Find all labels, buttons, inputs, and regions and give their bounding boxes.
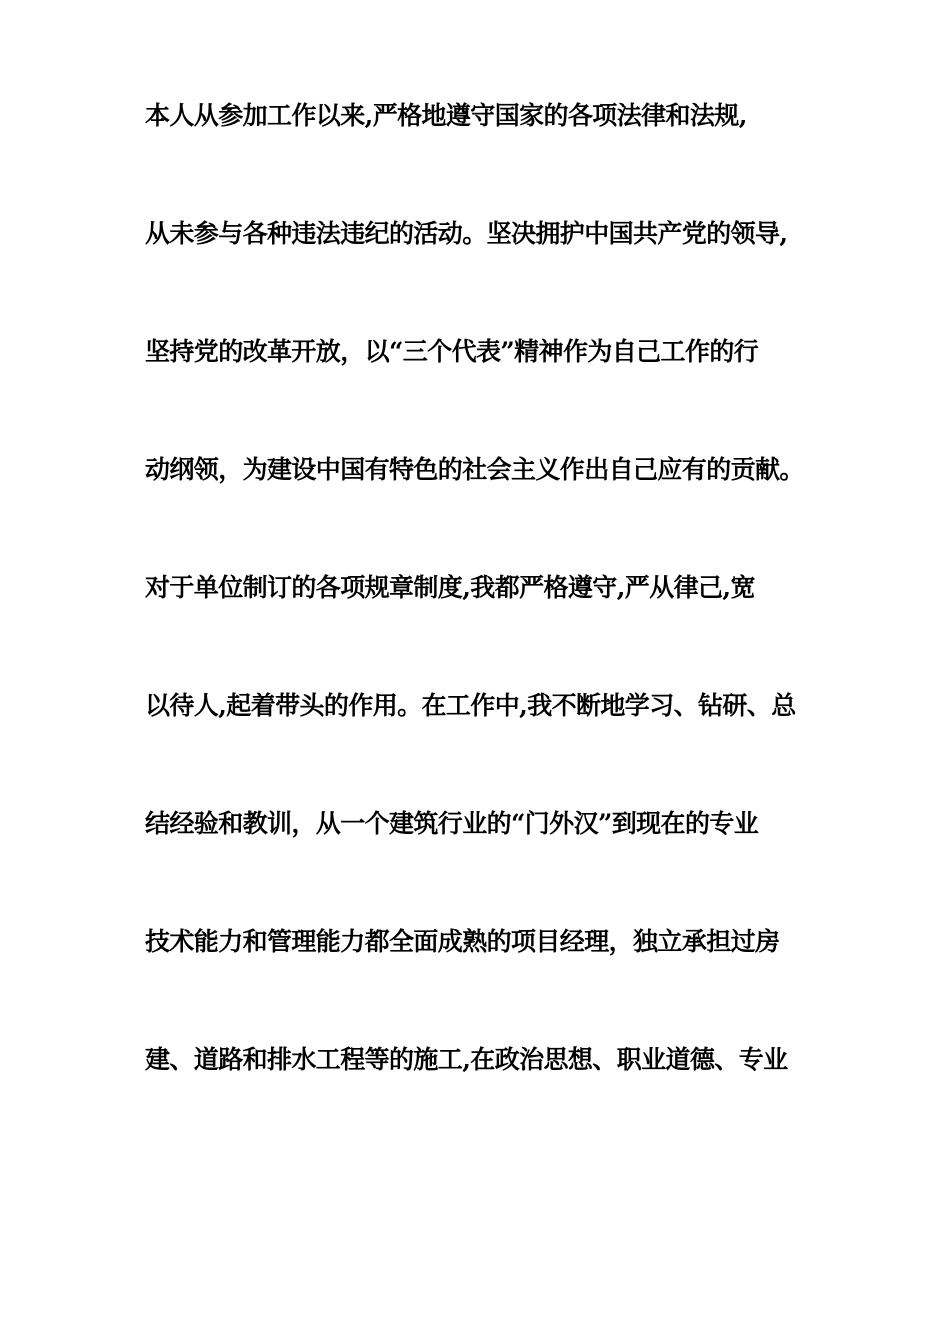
text-line-3: 坚持党的改革开放，以“三个代表”精神作为自己工作的行 (145, 337, 759, 366)
text-line-2: 从未参与各种违法违纪的活动。坚决拥护中国共产党的领导, (145, 219, 788, 248)
text-line-8: 技术能力和管理能力都全面成熟的项目经理，独立承担过房 (145, 927, 780, 956)
text-line-7: 结经验和教训，从一个建筑行业的“门外汉”到现在的专业 (145, 809, 759, 838)
text-line-4: 动纲领，为建设中国有特色的社会主义作出自己应有的贡献。 (145, 455, 804, 484)
text-line-1: 本人从参加工作以来,严格地遵守国家的各项法律和法规, (145, 101, 747, 130)
text-line-6: 以待人,起着带头的作用。在工作中,我不断地学习、钻研、总 (145, 691, 796, 720)
text-line-9: 建、道路和排水工程等的施工,在政治思想、职业道德、专业 (145, 1045, 788, 1074)
text-line-5: 对于单位制订的各项规章制度,我都严格遵守,严从律己,宽 (145, 573, 755, 602)
body-text (145, 96, 825, 1158)
